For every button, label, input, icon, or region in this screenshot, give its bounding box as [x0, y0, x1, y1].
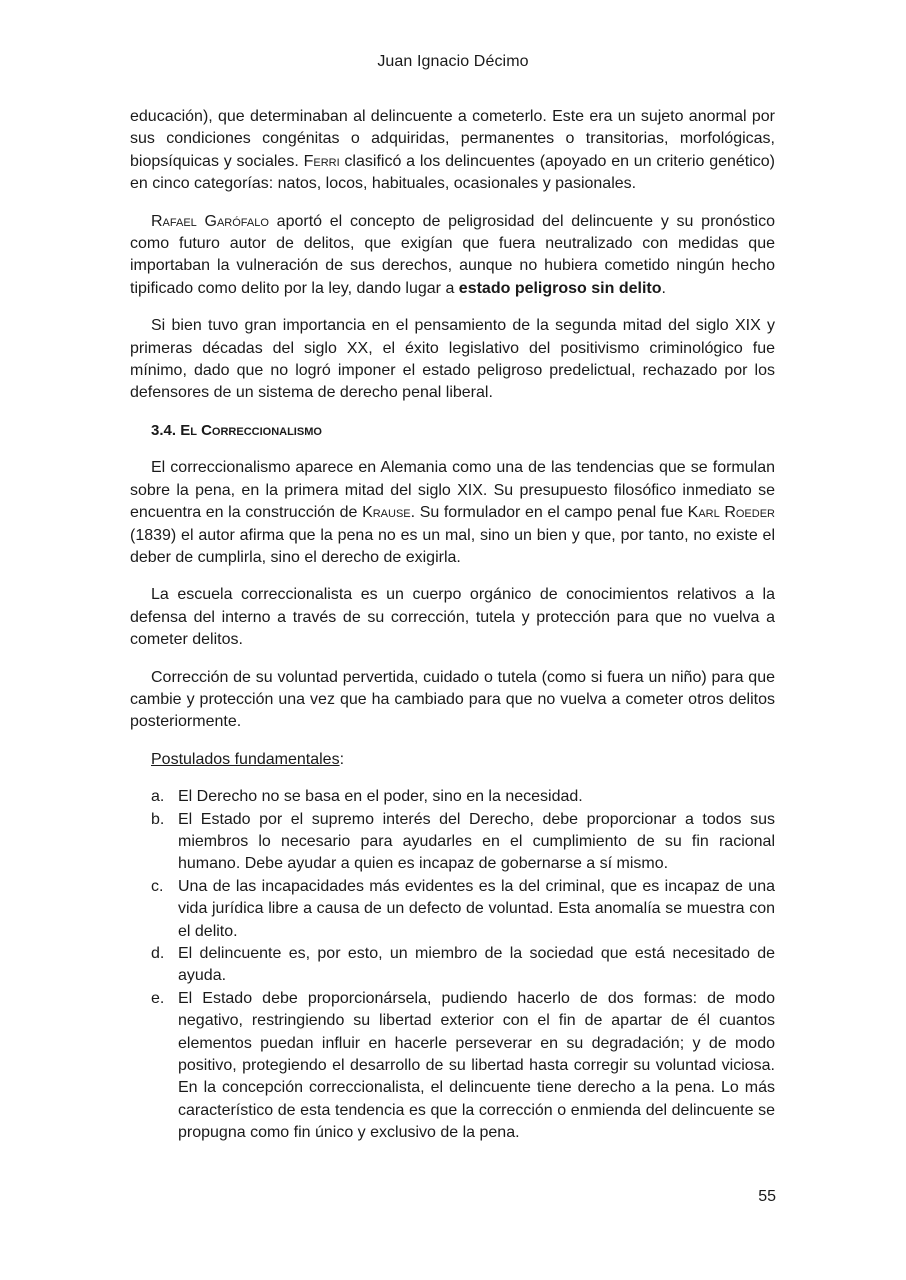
paragraph-6: Corrección de su voluntad pervertida, cuidado o tutela (como si fuera un niño) para que cambie y protección una vez que ha cambiado para que no vuelva a cometer otros delitos posteriormente. — [130, 668, 775, 731]
list-item — [130, 786, 775, 808]
list-item-text: Una de las incapacidades más evidentes es la del criminal, que es incapaz de una vida jurídica libre a causa de un defecto de voluntad. Esta anomalía se muestra con el delito. — [178, 877, 775, 940]
list-item — [130, 876, 775, 943]
author-name-roeder: Karl Roeder — [687, 504, 775, 522]
postulados-list — [130, 786, 775, 1145]
paragraph-text: clasificó a los delincuentes (apoyado en un criterio genético) en cinco categorías: natos, locos, habituales, ocasionales y pasionales. — [130, 152, 776, 193]
postulados-title: Postulados fundamentales — [151, 750, 340, 768]
section-title: El Correccionalismo — [180, 421, 322, 439]
paragraph-text: (1839) el autor afirma que la pena no es un mal, sino un bien y que, por tanto, no existe el deber de cumplirla, sino el derecho de exigirla. — [130, 526, 775, 566]
paragraph-text: . — [661, 279, 666, 297]
list-item-text: El Derecho no se basa en el poder, sino en la necesidad. — [178, 788, 583, 806]
page-body — [130, 106, 775, 1145]
paragraph-text: El correccionalismo aparece en Alemania como una de las tendencias que se formulan sobre la pena, en la primera mitad del siglo XIX. Su presupuesto filosófico inmediato se encuentra en la construcción de — [130, 459, 775, 522]
list-item — [130, 988, 775, 1145]
paragraph-5: La escuela correccionalista es un cuerpo orgánico de conocimientos relativos a la defensa del interno a través de su corrección, tutela y protección para que no vuelva a cometer delitos. — [130, 586, 775, 649]
colon: : — [339, 750, 345, 768]
list-item-text: El Estado por el supremo interés del Derecho, debe proporcionar a todos sus miembros lo necesario para ayudarles en el cumplimiento de su fin racional humano. Debe ayudar a quien es incapaz de gobernarse a sí mismo. — [178, 810, 775, 873]
author-name-ferri: Ferri — [303, 152, 340, 170]
author-name-krause: Krause — [362, 504, 411, 522]
section-number: 3.4. — [151, 421, 181, 439]
list-marker: a. — [151, 788, 165, 806]
paragraph-2 — [130, 211, 775, 301]
list-marker: b. — [151, 810, 165, 828]
list-marker: c. — [151, 877, 164, 895]
paragraph-text: aportó el concepto de peligrosidad del delincuente y su pronóstico como futuro autor de delitos, que exigían que fuera neutralizado con medidas que importaban la vulneración de sus derechos, aunque no hubiera cometido ningún hecho tipificado como delito por la ley, dando lugar a — [130, 212, 775, 297]
list-marker: d. — [151, 945, 165, 962]
author-name-garofalo: Rafael Garófalo — [151, 212, 269, 230]
list-marker: e. — [151, 989, 165, 1007]
list-item — [130, 809, 775, 876]
list-item-text: El Estado debe proporcionársela, pudiendo hacerlo de dos formas: de modo negativo, restringiendo su libertad exterior con el fin de apartar de él cuantos elementos puedan influir en hacerle perseverar en su degradación; y de modo positivo, protegiendo el desarrollo de su libertad hasta corregir su voluntad viciosa. En la concepción correccionalista, el delincuente tiene derecho a la pena. Lo más característico de esta tendencia es que la corrección o enmienda del delincuente se propugna como fin único y exclusivo de la pena. — [178, 989, 775, 1142]
postulados-label — [130, 749, 775, 771]
bold-term: estado peligroso sin delito — [458, 279, 662, 297]
running-header: Juan Ignacio Décimo — [377, 53, 529, 70]
list-item — [130, 943, 775, 988]
list-item-text: El delincuente es, por esto, un miembro de la sociedad que está necesitado de ayuda. — [178, 945, 775, 985]
paragraph-3: Si bien tuvo gran importancia en el pensamiento de la segunda mitad del siglo XIX y primeras décadas del siglo XX, el éxito legislativo del positivismo criminológico fue mínimo, dado que no logró imponer el estado peligroso predelictual, rechazado por los defensores de un sistema de derecho penal liberal. — [130, 317, 775, 402]
paragraph-text: educación), que determinaban al delincuente a cometerlo. Este era un sujeto anormal por sus condiciones congénitas o adquiridas, permanentes o transitorias, morfológicas, biopsíquicas y sociales. — [130, 108, 775, 170]
paragraph-text: . Su formulador en el campo penal fue — [410, 504, 688, 522]
page-number: 55 — [758, 1188, 776, 1205]
paragraph-1 — [130, 106, 775, 196]
section-heading — [151, 420, 775, 442]
paragraph-4 — [130, 457, 775, 569]
